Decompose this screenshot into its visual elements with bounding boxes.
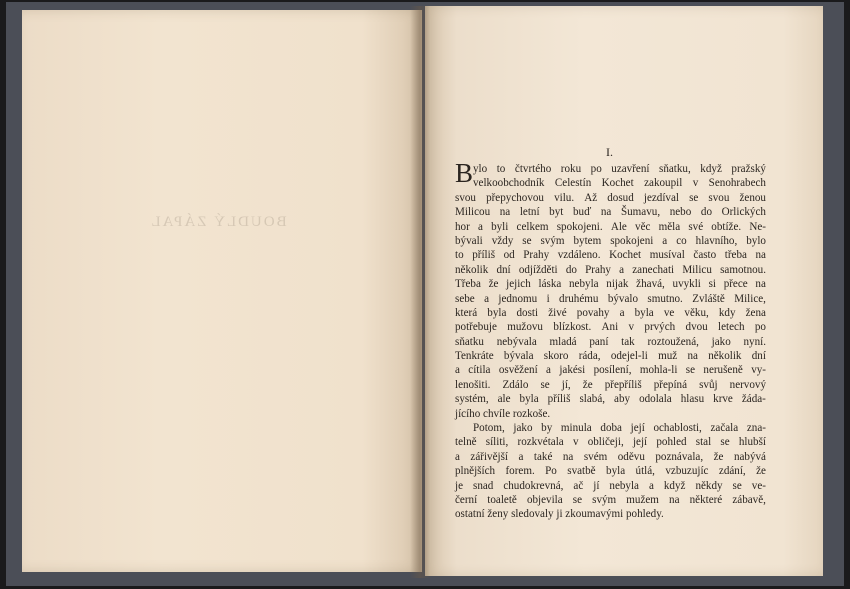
chapter-number: I. — [606, 145, 613, 159]
text-line: bývali vždy se svým bytem spokojeni a co hlavního, bylo — [455, 234, 766, 247]
text-line: je snad chudokrevná, ač jí nebyla a když někdy se ve- — [455, 479, 766, 492]
text-line: která byla dosti živé povahy a byla ve věku, kdy žena — [455, 306, 766, 319]
text-line: svou přepychovou vilu. Až dosud jezdíval se svou ženou — [455, 191, 766, 204]
chapter-text — [455, 158, 766, 522]
left-page — [22, 10, 422, 572]
text-line: hor a byli celkem spokojeni. Ale věc měla své obtíže. Ne- — [455, 220, 766, 233]
text-line: ylo to čtvrtého roku po uzavření sňatku, když pražský — [473, 163, 766, 175]
text-line: jícího chvíle rozkoše. — [455, 407, 551, 420]
text-line: a zářivější a také na svém oděvu poznávala, že nabývá — [455, 450, 766, 463]
bleed-through-title: BOUDLÝ ZÁPAL — [149, 214, 287, 230]
text-line: několik dní odjížděti do Prahy a zanechati Milicu samotnou. — [455, 263, 766, 276]
text-line: Potom, jako by minula doba její ochablosti, začala zna- — [473, 422, 766, 435]
text-line: Milicou na letní byt buď na Šumavu, nebo do Orlických — [455, 206, 766, 219]
text-line: velkoobchodník Celestín Kochet zakoupil v Senohrabech — [473, 177, 766, 190]
text-line: sebe a jednomu i druhému bývalo smutno. Zvláště Milice, — [455, 292, 766, 305]
text-line: Třeba že jejich láska nebyla nijak žhavá, uvykli si přece na — [455, 278, 766, 291]
text-line: to příliš od Prahy vzdáleno. Kochet musíval často třeba na — [455, 249, 766, 262]
text-line: ostatní ženy sledovaly ji zkoumavými pohledy. — [455, 508, 664, 521]
text-line: plnějších forem. Po svatbě byla útlá, vzbuzujíc zdání, že — [455, 465, 766, 478]
text-line: lenošiti. Zdálo se jí, že přepříliš přepíná svůj nervový — [455, 378, 766, 391]
text-line: sňatku nebývala mladá paní tak roztoužená, jako nyní. — [455, 335, 766, 348]
text-lines — [455, 158, 766, 522]
text-line: telně síliti, rozkvétala v obličeji, její pohled stal se hlubší — [455, 436, 766, 449]
text-line: černí toaletě objevila se svým mužem na některé zábavě, — [455, 493, 766, 506]
text-line: Tenkráte bývala skoro ráda, odejel-li muž na několik dní — [455, 350, 766, 363]
drop-cap: B — [455, 158, 474, 188]
text-line: a cítila osvěžení a jakési posílení, mohla-li se nerušeně vy- — [455, 364, 766, 377]
book-gutter — [410, 6, 430, 578]
text-line: potřebuje mužovu blízkost. Ani v prvých dvou letech po — [455, 321, 766, 334]
text-line: systém, ale byla příliš slabá, aby odolala hlasu krve žáda- — [455, 393, 766, 406]
